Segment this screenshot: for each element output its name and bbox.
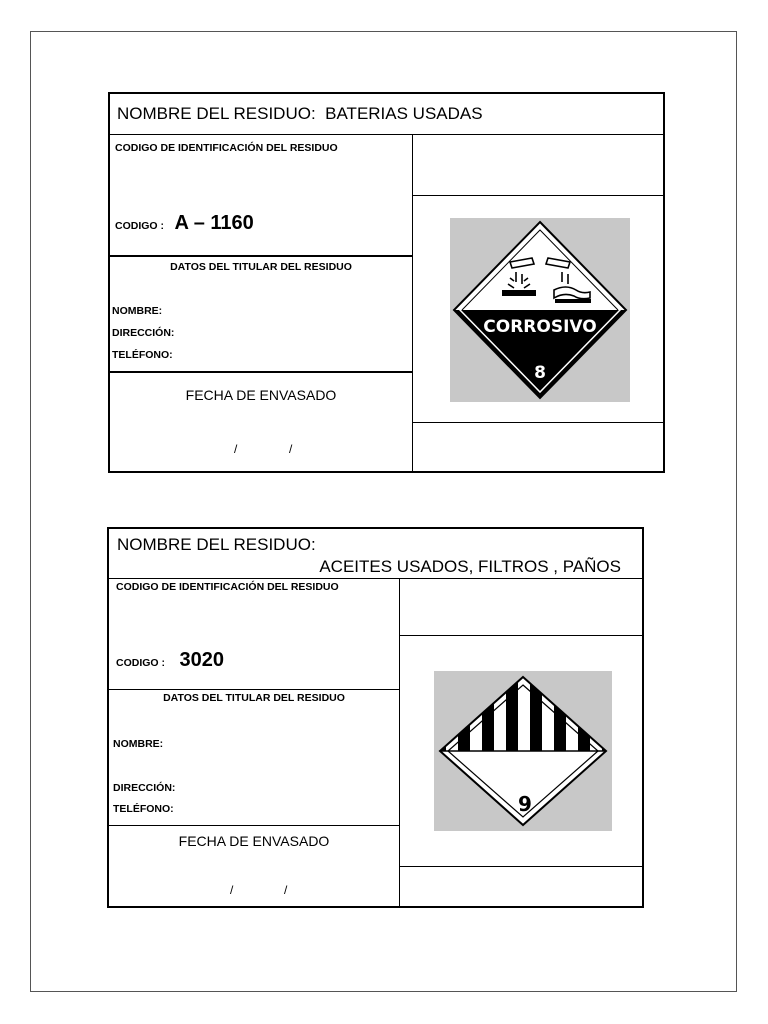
field-direccion: DIRECCIÓN:	[113, 782, 176, 794]
placard-class-number: 9	[518, 792, 532, 816]
date-slash-1: /	[234, 442, 238, 456]
placard-text: CORROSIVO	[483, 317, 597, 337]
name-value: ACEITES USADOS, FILTROS , PAÑOS	[319, 557, 621, 576]
fecha-envasado: FECHA DE ENVASADO	[178, 833, 330, 849]
date-slash-2: /	[284, 883, 288, 897]
name-heading: NOMBRE DEL RESIDUO:	[117, 104, 316, 123]
name-heading: NOMBRE DEL RESIDUO:	[117, 535, 316, 554]
field-nombre: NOMBRE:	[113, 738, 164, 750]
code-prefix: CODIGO :	[115, 220, 164, 232]
date-slash-1: /	[230, 883, 234, 897]
field-nombre: NOMBRE:	[112, 305, 163, 317]
code-value: A – 1160	[174, 212, 254, 234]
code-prefix: CODIGO :	[116, 657, 165, 669]
fecha-envasado: FECHA DE ENVASADO	[185, 387, 337, 403]
name-value: BATERIAS USADAS	[325, 104, 483, 123]
waste-label-oils	[107, 527, 644, 908]
holder-heading: DATOS DEL TITULAR DEL RESIDUO	[170, 261, 352, 273]
id-heading: CODIGO DE IDENTIFICACIÓN DEL RESIDUO	[116, 581, 339, 593]
date-slash-2: /	[289, 442, 293, 456]
label-title	[117, 104, 483, 124]
field-telefono: TELÉFONO:	[113, 803, 174, 815]
miscellaneous-hazard-placard-icon	[434, 671, 612, 831]
holder-heading: DATOS DEL TITULAR DEL RESIDUO	[163, 692, 345, 704]
code-row	[116, 649, 224, 672]
code-value: 3020	[179, 649, 224, 671]
placard-class-number: 8	[534, 363, 546, 383]
code-row	[115, 212, 254, 235]
field-telefono: TELÉFONO:	[112, 349, 173, 361]
waste-label-batteries	[108, 92, 665, 473]
id-heading: CODIGO DE IDENTIFICACIÓN DEL RESIDUO	[115, 142, 338, 154]
corrosive-placard-icon	[450, 218, 630, 402]
field-direccion: DIRECCIÓN:	[112, 327, 175, 339]
